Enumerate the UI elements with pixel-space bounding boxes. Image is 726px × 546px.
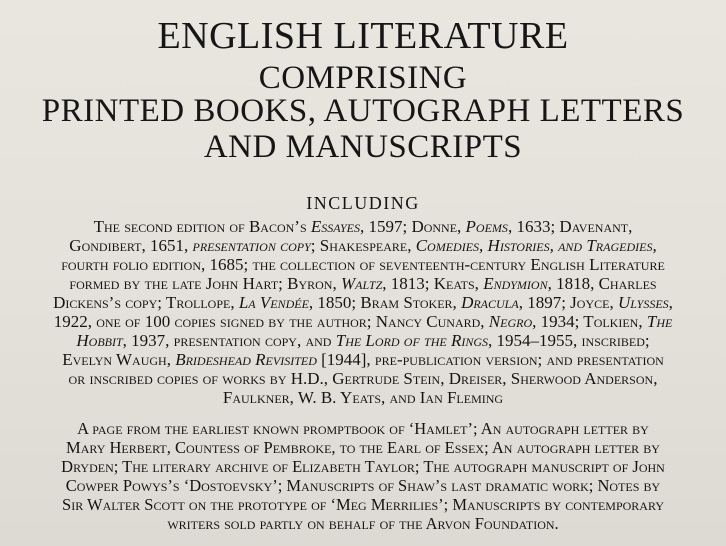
text-span: formed by the late John Hart; Byron, [69,274,341,293]
title-italic: Brideshead Revisited [175,350,317,369]
para1-line-2 [0,236,726,255]
para1-line-4 [0,274,726,293]
text-span: , 1934; Tolkien, [532,312,647,331]
text-span: [1944], pre-publication version; and presentation [316,350,664,369]
para1-line-6 [0,312,726,331]
para1-line-9: or inscribed copies of works by H.D., Gertrude Stein, Dreiser, Sherwood Anderson, [68,369,658,388]
title-italic: Ulysses [617,293,669,312]
contents-paragraph-2 [0,419,726,533]
para1-line-7 [0,331,726,350]
text-span: , 1597; Donne, [359,217,466,236]
text-span: , [668,293,673,312]
text-span: Gondibert, 1651, [69,236,193,255]
title-italic: Endymion [483,274,548,293]
para2-line-4: Cowper Powys’s ‘Dostoevsky’; Manuscripts of Shaw’s last dramatic work; Notes by [65,476,661,495]
contents-paragraph-1 [0,217,726,407]
para1-line-10: Faulkner, W. B. Yeats, and Ian Fleming [222,388,504,407]
para1-line-1 [0,217,726,236]
text-span: Evelyn Waugh, [62,350,176,369]
text-span: , 1937, presentation copy, and [122,331,336,350]
text-span: , 1813; Keats, [382,274,484,293]
text-span: 1922, one of 100 copies signed by the author; Nancy Cunard, [53,312,489,331]
title-italic: La Vendée [238,293,309,312]
text-span: , 1897; Joyce, [518,293,618,312]
para2-line-6: writers sold partly on behalf of the Arvon Foundation. [167,514,559,533]
para2-line-1: A page from the earliest known promptbook of ‘Hamlet’; An autograph letter by [77,419,649,438]
title-italic: presentation copy [192,236,311,255]
title-italic: Negro [488,312,533,331]
para1-line-8 [0,350,726,369]
para1-line-5 [0,293,726,312]
title-italic: Waltz [340,274,383,293]
text-span: , 1633; Davenant, [507,217,633,236]
title-line-2: COMPRISING [258,60,468,96]
including-label: INCLUDING [306,193,420,213]
text-span: , 1954–1955, inscribed; [488,331,650,350]
text-span: , 1818, Charles [547,274,657,293]
title-italic: Hobbit [76,331,123,350]
title-line-3: PRINTED BOOKS, AUTOGRAPH LETTERS [41,93,685,129]
text-span: Dickens’s copy; Trollope, [53,293,239,312]
title-italic: The Lord of the Rings [335,331,489,350]
para2-line-3: Dryden; The literary archive of Elizabeth Taylor; The autograph manuscript of John [61,457,665,476]
para1-line-3: fourth folio edition, 1685; the collection of seventeenth-century English Literature [61,255,665,274]
text-span: ; Shakespeare, [310,236,416,255]
title-italic: Comedies, Histories, and Tragedies, [415,236,657,255]
para2-line-2: Mary Herbert, Countess of Pembroke, to the Earl of Essex; An autograph letter by [66,438,660,457]
title-italic: Dracula [461,293,519,312]
para2-line-5: Sir Walter Scott on the prototype of ‘Meg Merrilies’; Manuscripts by contemporary [62,495,664,514]
title-italic: Essayes [310,217,360,236]
title-italic: Poems [465,217,508,236]
title-italic: The [646,312,673,331]
title-line-4: AND MANUSCRIPTS [203,129,523,165]
title-line-1: ENGLISH LITERATURE [157,15,569,57]
text-span: The second edition of Bacon’s [93,217,311,236]
text-span: , 1850; Bram Stoker, [308,293,462,312]
